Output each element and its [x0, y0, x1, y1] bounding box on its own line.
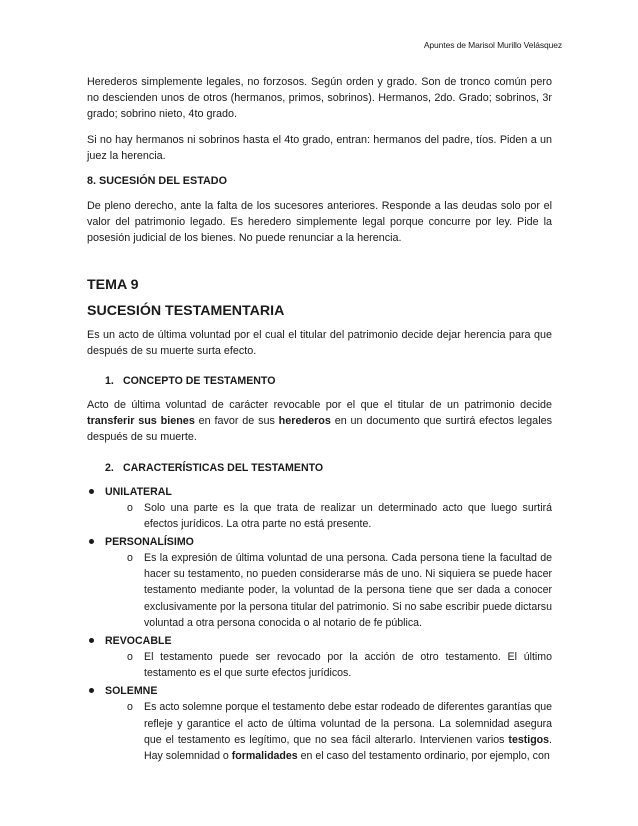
bold-transferir: transferir sus bienes [87, 415, 195, 428]
paragraph-herederos: Herederos simplemente legales, no forzosos. Según orden y grado. Son de tronco común pero no descienden unos de otros (hermanos, primos, sobrinos). Hermanos, 2do. Grado; sobrinos, 3r grado; sobrino nieto, 4to grado. [87, 76, 552, 121]
bullet-icon [89, 638, 94, 643]
section-title: CARACTERÍSTICAS DEL TESTAMENTO [123, 461, 324, 474]
bullet-icon [89, 688, 94, 693]
sub-item-text: Solo una parte es la que trata de realizar un determinado acto que luego surtirá efectos jurídicos. La otra parte no está presente. [144, 501, 552, 530]
document-body [87, 74, 552, 766]
tema-title: SUCESIÓN TESTAMENTARIA [87, 302, 285, 319]
sub-item-text: . Hay solemnidad o [144, 733, 552, 763]
paragraph-sucesion-estado: De pleno derecho, ante la falta de los sucesores anteriores. Responde a las deudas solo por el valor del patrimonio legado. Es heredero simplemente legal porque concurre por ley. Pide la posesión judicial de los bienes. No puede renunciar a la herencia. [87, 200, 552, 245]
section-title: CONCEPTO DE TESTAMENTO [123, 375, 276, 388]
concepto-text-b: en favor de sus [194, 415, 279, 428]
sub-item [105, 550, 552, 631]
concepto-text-c: en un documento que surtirá efectos legales después de su muerte. [87, 415, 552, 444]
bullet-icon [89, 489, 94, 494]
paragraph-sin-hermanos: Si no hay hermanos ni sobrinos hasta el 4to grado, entran: hermanos del padre, tíos. Piden a un juez la herencia. [87, 133, 552, 162]
bullet-icon [89, 539, 94, 544]
sub-bullet-icon: o [127, 552, 133, 565]
sub-item [105, 699, 552, 764]
bold-herederos: herederos [278, 415, 331, 428]
item-title: REVOCABLE [105, 635, 172, 648]
sub-bullet-icon: o [127, 651, 133, 664]
section-heading-concepto [105, 373, 552, 389]
page-header: Apuntes de Marisol Murillo Velásquez [423, 40, 562, 50]
item-title: PERSONALÍSIMO [105, 536, 194, 549]
heading-sucesion-estado: 8. SUCESIÓN DEL ESTADO [87, 175, 227, 188]
section-heading-caracteristicas [105, 460, 552, 476]
concepto-text-a: Acto de última voluntad de carácter revocable por el que el titular de un patrimonio decide [87, 399, 552, 412]
characteristics-list [87, 484, 552, 765]
sub-item [105, 500, 552, 532]
item-title: SOLEMNE [105, 685, 158, 698]
bold-formalidades: formalidades [231, 750, 298, 763]
section-number: 2. [105, 461, 114, 474]
list-item-personalisimo [87, 534, 552, 631]
item-title: UNILATERAL [105, 485, 172, 498]
list-item-unilateral [87, 484, 552, 532]
bold-testigos: testigos [508, 733, 550, 746]
sub-item-text: Es acto solemne porque el testamento debe estar rodeado de diferentes garantías que refleje y garantice el acto de última voluntad de la persona. La solemnidad asegura que el testamento es legítimo, que no sea fácil alterarlo. Intervienen varios [144, 701, 552, 746]
sub-item-text: El testamento puede ser revocado por la acción de otro testamento. El último testamento es el que surte efectos jurídicos. [144, 651, 552, 680]
sub-item [105, 649, 552, 681]
sub-bullet-icon: o [127, 501, 133, 514]
sub-item-text: Es la expresión de última voluntad de una persona. Cada persona tiene la facultad de hacer su testamento, no pueden considerarse más de uno. Ni siquiera se puede hacer testamento mediante poder, la voluntad de la persona tiene que ser dada a conocer exclusivamente por la persona titular del patrimonio. Si no sabe escribir puede dictarsu voluntad a otra persona conocida o al notario de fe pública. [144, 552, 552, 629]
tema-label: TEMA 9 [87, 276, 139, 293]
list-item-revocable [87, 633, 552, 681]
paragraph-concepto [87, 397, 552, 446]
list-item-solemne [87, 683, 552, 764]
section-number: 1. [105, 375, 114, 388]
sub-bullet-icon: o [127, 701, 133, 714]
tema-intro: Es un acto de última voluntad por el cual el titular del patrimonio decide dejar herencia para que después de su muerte surta efecto. [87, 328, 552, 357]
sub-item-text: en el caso del testamento ordinario, por ejemplo, con [297, 750, 550, 763]
